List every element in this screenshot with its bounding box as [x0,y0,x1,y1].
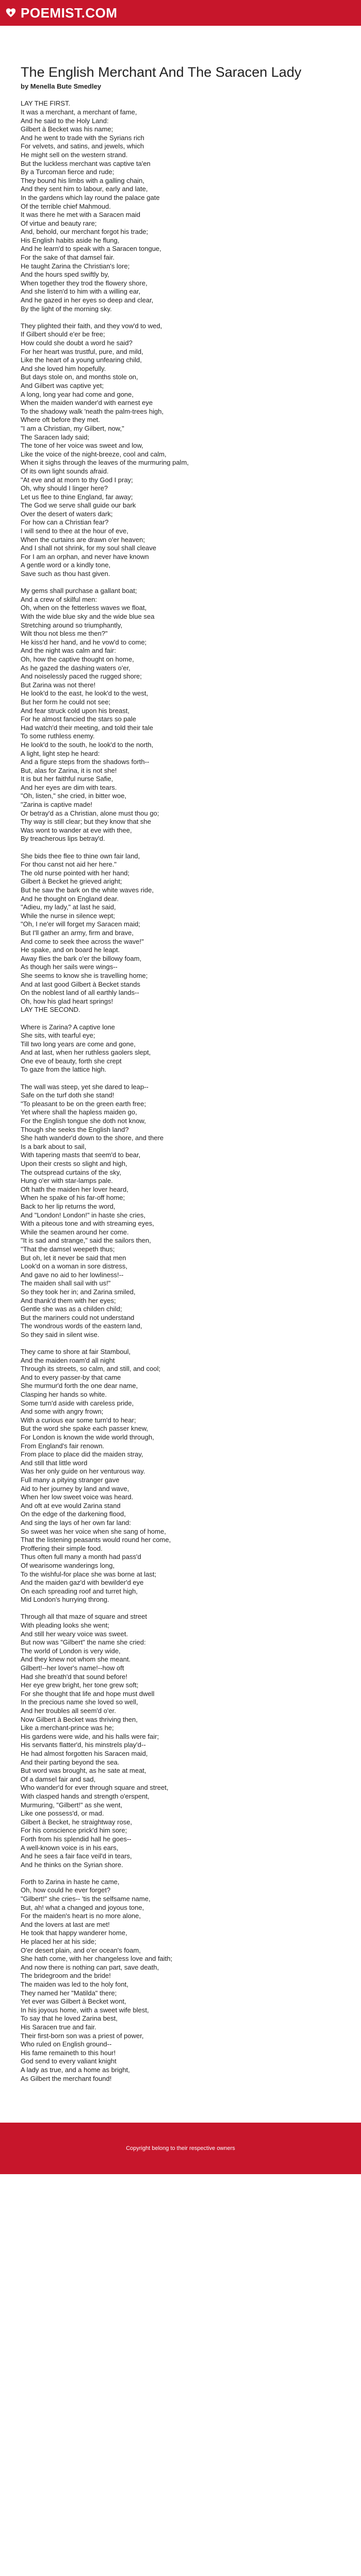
poem-line: But the mariners could not understand [21,1313,135,1321]
poem-line: It is but her faithful nurse Safie, [21,775,113,783]
poem-line: Full many a pitying stranger gave [21,1476,120,1484]
poem-line: They named her "Matilda" there; [21,1989,117,1997]
poem-line: And the night was calm and fair: [21,647,116,655]
poem-stanza [21,99,340,313]
poem-line: Gentle she was as a childen child; [21,1305,122,1313]
site-footer [0,2123,361,2174]
poem-line: For her heart was trustful, pure, and mild, [21,347,143,355]
poem-line: Safe on the turf doth she stand! [21,1091,114,1099]
poem-line: The tone of her voice was sweet and low, [21,442,143,450]
poem-line: Had she breath'd that sound before! [21,1672,128,1681]
poem-line: "Zarina is captive made! [21,801,93,809]
poem-line: To the wishful-for place she was borne at last; [21,1570,157,1578]
poem-line: For thou canst not aid her here." [21,860,117,869]
poem-line: How could she doubt a word he said? [21,339,133,347]
poem-line: For she thought that life and hope must dwell [21,1689,155,1698]
poem-line: A gentle word or a kindly tone, [21,561,111,569]
poem-line: They came to shore at fair Stamboul, [21,1348,131,1356]
poem-line: And thank'd them with her eyes; [21,1296,116,1304]
poem-line: And the lovers at last are met! [21,1920,110,1928]
poem-line: Some turn'd aside with careless pride, [21,1399,134,1407]
poem-line: As he gazed the dashing waters o'er, [21,664,130,672]
poem-line: But her form he could not see; [21,698,111,706]
poem-line: Was her only guide on her venturous way. [21,1467,145,1476]
poem-line: Yet where shall the hapless maiden go, [21,1108,137,1116]
poem-line: Gilbert à Becket he grieved aright; [21,877,122,886]
poem-title: The English Merchant And The Saracen Lady [21,64,302,80]
poem-line: Who wander'd for ever through square and street, [21,1784,169,1792]
poem-line: LAY THE SECOND. [21,1006,80,1014]
poem-line: Back to her lip returns the word, [21,1202,116,1210]
poem-line: Wilt thou not bless me then?" [21,630,108,638]
poem-line: And come to seek thee across the wave!" [21,937,144,945]
poem-line: Away flies the bark o'er the billowy foam, [21,954,142,962]
poem-line: Oh, why should I linger here? [21,484,108,493]
poem-line: But, alas for Zarina, it is not she! [21,766,117,774]
poem-line: And they knew not whom she meant. [21,1655,131,1664]
poem-line: Thy way is still clear; but they know that she [21,818,151,826]
poem-line: From place to place did the maiden stray, [21,1450,143,1459]
poem-line: By treacherous lips betray'd. [21,835,105,843]
poem-line: With pleading looks she went; [21,1621,109,1630]
poem-line: And noiselessly paced the rugged shore; [21,672,142,681]
poem-line: But the word she spake each passer knew, [21,1425,149,1433]
poem-line: And gave no aid to her lowliness!-- [21,1270,124,1279]
poem-line: And oft at eve would Zarina stand [21,1501,121,1510]
poem-line: The Saracen lady said; [21,433,89,441]
poem-line: The wall was steep, yet she dared to leap-- [21,1082,149,1091]
poem-line: And he gazed in her eyes so deep and clear, [21,296,154,304]
poem-line: Their first-born son was a priest of power, [21,2031,144,2040]
poem-line: Aid to her journey by land and wave, [21,1484,129,1493]
poem-line: To the shadowy walk 'neath the palm-trees high, [21,407,164,415]
poem-line: When the maiden wander'd with earnest eye [21,399,153,407]
poem-author [21,82,340,90]
poem-line: If Gilbert should e'er be free; [21,330,105,338]
poem-line: And he sees a fair face veil'd in tears, [21,1852,132,1860]
poem-line: And the maiden roam'd all night [21,1356,115,1364]
poem-line: And he learn'd to speak with a Saracen tongue, [21,245,161,253]
poem-line: A well-known voice is in his ears, [21,1843,119,1852]
poem-line: Was wont to wander at eve with thee, [21,826,132,834]
poem-line: For the English tongue she doth not know, [21,1117,146,1125]
poem-line: So they took her in; and Zarina smiled, [21,1287,136,1296]
poem-line: In the gardens which lay round the palace gate [21,193,160,201]
poem-line: Now Gilbert à Becket was thriving then, [21,1715,138,1723]
poem-line: Save such as thou hast given. [21,570,110,578]
poem-line: Of wearisome wanderings long, [21,1561,115,1569]
poem-line: Like the voice of the night-breeze, cool and calm, [21,450,167,458]
poem-line: Oh, how the captive thought on home, [21,655,134,663]
poem-line: And she loved him hopefully. [21,364,106,372]
poem-line: When her low sweet voice was heard. [21,1493,134,1501]
poem-line: The world of London is very wide, [21,1647,121,1655]
poem-line: Had watch'd their meeting, and told their tale [21,723,153,732]
poem-stanza [21,1613,340,1869]
site-header [0,0,361,26]
poem-line: He placed her at his side; [21,1938,96,1946]
poem-line: LAY THE FIRST. [21,99,71,108]
poem-line: She seems to know she is travelling home; [21,971,148,979]
poem-line: The maiden shall sail with us!" [21,1279,111,1287]
poem-line: And a crew of skilful men: [21,595,97,603]
poem-content [0,26,361,2102]
poem-line: The maiden was led to the holy font, [21,1980,128,1989]
poem-line: They plighted their faith, and they vow'd to wed, [21,321,162,330]
poem-line: Is a bark about to sail, [21,1142,87,1150]
poem-line: He might sell on the western strand. [21,150,128,159]
poem-line: She hath come, with her changeless love and faith; [21,1955,173,1963]
poem-line: For velvets, and satins, and jewels, which [21,142,144,150]
poem-line: And he said to the Holy Land: [21,116,109,125]
poem-line: With tapering masts that seem'd to bear, [21,1151,141,1159]
poem-line: From England's fair renown. [21,1442,105,1450]
poem-line: "Oh, I ne'er will forget my Saracen maid; [21,920,140,928]
poem-line: While the seamen around her come. [21,1228,129,1236]
poem-line: So sweet was her voice when she sang of home, [21,1527,166,1535]
poem-line: That the listening peasants would round her come, [21,1536,171,1544]
site-logo[interactable] [5,5,118,21]
poem-line: But I'll gather an army, firm and brave, [21,928,134,937]
poem-line: His fame remaineth to this hour! [21,2048,116,2057]
poem-line: For I am an orphan, and never have known [21,552,149,561]
poem-stanza [21,1083,340,1340]
poem-line: She murmur'd forth the one dear name, [21,1382,138,1390]
poem-line: And to every passer-by that came [21,1373,121,1381]
poem-line: And now there is nothing can part, save death, [21,1963,159,1971]
poem-line: "To pleasant to be on the green earth free; [21,1099,146,1108]
poem-line: Her eye grew bright, her tone grew soft; [21,1681,139,1689]
poem-line: Through all that maze of square and street [21,1613,147,1621]
poem-line: "Oh, listen," she cried, in bitter woe, [21,792,127,800]
poem-line: But the luckless merchant was captive ta'en [21,159,151,167]
poem-line: The outspread curtains of the sky, [21,1168,121,1176]
poem-line: But now was "Gilbert" the name she cried: [21,1638,146,1647]
poem-line: And he thought on England dear. [21,894,119,903]
poem-line: But he saw the bark on the white waves ride, [21,886,154,894]
poem-line: Thus often full many a month had pass'd [21,1553,141,1561]
poem-line: The wondrous words of the eastern land, [21,1322,142,1330]
poem-line: Oft hath the maiden her lover heard, [21,1185,128,1193]
poem-line: For he almost fancied the stars so pale [21,715,137,723]
poem-line: And they sent him to labour, early and late, [21,185,148,193]
poem-line: Gilbert à Becket, he straightway rose, [21,1818,133,1826]
poem-line: Who ruled on English ground-- [21,2040,112,2048]
poem-line: When the curtains are drawn o'er heaven; [21,535,145,544]
poem-line: And he thinks on the Syrian shore. [21,1860,123,1869]
poem-line: Let us flee to thine England, far away; [21,493,133,501]
poem-line: He look'd to the east, he look'd to the west, [21,689,149,698]
poem-line: Of its own light sounds afraid. [21,467,109,475]
poem-line: When together they trod the flowery shore, [21,279,147,287]
poem-line: Stretching around so triumphantly, [21,621,123,629]
poem-line: And their parting beyond the sea. [21,1758,120,1766]
poem-line: And sing the lays of her own far land: [21,1518,131,1527]
poem-line: But word was brought, as he sate at meat, [21,1767,146,1775]
poem-line: Mid London's hurrying throng. [21,1596,109,1604]
poem-line: And at last, when her ruthless gaolers slept, [21,1048,151,1057]
poem-line: Like one possess'd, or mad. [21,1809,104,1818]
poem-line: Over the desert of waters dark; [21,510,113,518]
poem-line: And her eyes are dim with tears. [21,783,117,791]
poem-line: Forth from his splendid hall he goes-- [21,1835,132,1843]
poem-line: His Saracen true and fair. [21,2023,96,2031]
poem-line: Of a damsel fair and sad, [21,1775,96,1783]
footer-copyright: Copyright belong to their respective owners [126,2145,235,2151]
poem-line: Of virtue and beauty rare; [21,219,97,227]
poem-line: To say that he loved Zarina best, [21,2014,118,2023]
poem-line: "It is sad and strange," said the sailors then, [21,1236,151,1245]
poem-line: The bridegroom and the bride! [21,1972,111,1980]
poem-line: A lady as true, and a home as bright, [21,2065,130,2074]
poem-line: A light, light step he heard: [21,749,100,757]
poem-line: And some with angry frown; [21,1408,104,1416]
poem-line: His servants flatter'd, his minstrels play'd-- [21,1741,146,1749]
heart-quill-icon [5,7,17,19]
poem-line: For his conscience prick'd him sore; [21,1826,127,1835]
poem-stanza [21,1348,340,1604]
poem-line: It was a merchant, a merchant of fame, [21,108,137,116]
poem-line: His gardens were wide, and his halls were fair; [21,1732,159,1740]
poem-line: Of the terrible chief Mahmoud. [21,202,111,210]
poem-line: On the edge of the darkening flood, [21,1510,126,1518]
poem-line: Like the heart of a young unfearing child, [21,356,142,364]
poem-line: "Adieu, my lady," at last he said, [21,903,116,911]
poem-stanza [21,1878,340,2083]
poem-line: Though she seeks the English land? [21,1125,129,1133]
poem-line: And still her weary voice was sweet. [21,1630,128,1638]
poem-line: Oh, when on the fetterless waves we float, [21,604,147,612]
poem-line: And she listen'd to him with a willing ear, [21,287,141,296]
poem-line: As Gilbert the merchant found! [21,2074,112,2082]
poem-line: So they said in silent wise. [21,1330,100,1338]
poem-line: On each spreading roof and turret high, [21,1587,138,1595]
poem-line: When it sighs through the leaves of the murmuring palm, [21,459,189,467]
poem-line: Look'd on a woman in sore distress, [21,1262,127,1270]
poem-line: To gaze from the lattice high. [21,1065,107,1074]
poem-line: They bound his limbs with a galling chain, [21,176,144,184]
poem-line: "I am a Christian, my Gilbert, now," [21,424,124,432]
poem-line: His English habits aside he flung, [21,236,120,244]
poem-line: He had almost forgotten his Saracen maid, [21,1749,148,1757]
poem-line: With clasped hands and strength o'erspent, [21,1792,150,1800]
poem-line: For the maiden's heart is no more alone, [21,1912,141,1920]
poem-line: He spake, and on board he leapt. [21,946,120,954]
author-name[interactable]: Menella Bute Smedley [30,82,102,91]
poem-line: For London is known the wide world through, [21,1433,154,1442]
poem-line: Like a merchant-prince was he; [21,1724,114,1732]
poem-line: God send to every valiant knight [21,2057,117,2065]
poem-stanza [21,322,340,579]
poem-line: By the light of the morning sky. [21,304,112,313]
poem-line: Gilbert!--her lover's name!--how oft [21,1664,124,1672]
poem-line: And still that little word [21,1459,88,1467]
poem-line: And I shall not shrink, for my soul shall cleave [21,544,157,552]
poem-line: But Zarina was not there! [21,681,96,689]
poem-line: I will send to thee at the hour of eve, [21,527,128,535]
poem-line: By a Turcoman fierce and rude; [21,168,114,176]
poem-line: Through its streets, so calm, and still, and cool; [21,1365,160,1373]
poem-line: Hung o'er with star-lamps pale. [21,1177,113,1185]
poem-stanza [21,852,340,1014]
poem-line: And her troubles all seem'd o'er. [21,1707,116,1715]
poem-line: With a piteous tone and with streaming eyes, [21,1219,154,1228]
poem-line: "Gilbert!" she cries-- 'tis the selfsame name, [21,1895,151,1903]
poem-line: With a curious ear some turn'd to hear; [21,1416,136,1424]
poem-line: Or betray'd as a Christian, alone must thou go; [21,809,159,817]
poem-line: And fear struck cold upon his breast, [21,706,130,715]
poem-line: And the hours sped swiftly by, [21,270,109,279]
poem-line: And the maiden gaz'd with bewilder'd eye [21,1579,144,1587]
poem-line: Gilbert à Becket was his name; [21,125,113,133]
poem-line: "At eve and at morn to thy God I pray; [21,476,133,484]
poem-line: He took that happy wanderer home, [21,1929,127,1937]
poem-line: And at last good Gilbert à Becket stands [21,980,140,988]
poem-line: Murmuring, "Gilbert!" as she went, [21,1801,123,1809]
poem-stanza [21,587,340,843]
poem-line: And, behold, our merchant forgot his trade; [21,228,149,236]
poem-line: To some ruthless enemy. [21,732,95,740]
poem-line: One eve of beauty, forth she crept [21,1057,122,1065]
poem-line: He taught Zarina the Christian's lore; [21,262,130,270]
poem-line: For how can a Christian fear? [21,518,109,527]
poem-line: Proffering their simple food. [21,1544,103,1552]
poem-line: When he spake of his far-off home; [21,1194,125,1202]
poem-line: "That the damsel weepeth thus; [21,1245,115,1253]
poem-line: And "London! London!" in haste she cries, [21,1211,145,1219]
poem-line: Where is Zarina? A captive lone [21,1023,115,1031]
poem-body [21,99,340,2083]
poem-line: It was there he met with a Saracen maid [21,211,140,219]
poem-line: The old nurse pointed with her hand; [21,869,130,877]
poem-line: A long, long year had come and gone, [21,390,134,398]
poem-line: The God we serve shall guide our bark [21,501,136,510]
poem-line: And he went to trade with the Syrians rich [21,133,144,142]
poem-line: But oh, let it never be said that men [21,1253,126,1262]
poem-line: He kiss'd her hand, and he vow'd to come; [21,638,147,646]
poem-line: And Gilbert was captive yet; [21,381,104,389]
poem-line: In his joyous home, with a sweet wife blest, [21,2006,149,2014]
poem-line: With the wide blue sky and the wide blue sea [21,613,155,621]
poem-line: As though her sails were wings-- [21,963,118,971]
poem-line: Oh, how could he ever forget? [21,1886,111,1894]
poem-line: Where oft before they met. [21,416,100,424]
poem-stanza [21,1023,340,1075]
poem-line: While the nurse in silence wept; [21,911,115,920]
poem-line: Upon their crests so slight and high, [21,1160,127,1168]
poem-line: But days stole on, and months stole on, [21,373,138,381]
poem-line: But, ah! what a changed and joyous tone, [21,1903,144,1911]
poem-line: Yet ever was Gilbert à Becket wont, [21,1997,126,2006]
poem-line: Oh, how his glad heart springs! [21,997,113,1005]
poem-line: Till two long years are come and gone, [21,1040,136,1048]
poem-line: My gems shall purchase a gallant boat; [21,587,137,595]
poem-line: On the noblest land of all earthly lands-- [21,989,139,997]
poem-line: She bids thee flee to thine own fair land, [21,852,140,860]
poem-line: Clasping her hands so white. [21,1391,107,1399]
poem-line: O'er desert plain, and o'er ocean's foam, [21,1946,141,1954]
poem-line: And a figure steps from the shadows forth-- [21,758,150,766]
poem-line: For the sake of that damsel fair. [21,253,115,262]
site-name: POEMIST.COM [21,5,118,21]
poem-line: She hath wander'd down to the shore, and there [21,1134,164,1142]
poem-line: He look'd to the south, he look'd to the north, [21,740,154,749]
poem-line: She sits, with tearful eye; [21,1031,95,1040]
author-prefix: by [21,82,29,91]
poem-line: In the precious name she loved so well, [21,1698,138,1706]
poem-line: Forth to Zarina in haste he came, [21,1877,120,1886]
